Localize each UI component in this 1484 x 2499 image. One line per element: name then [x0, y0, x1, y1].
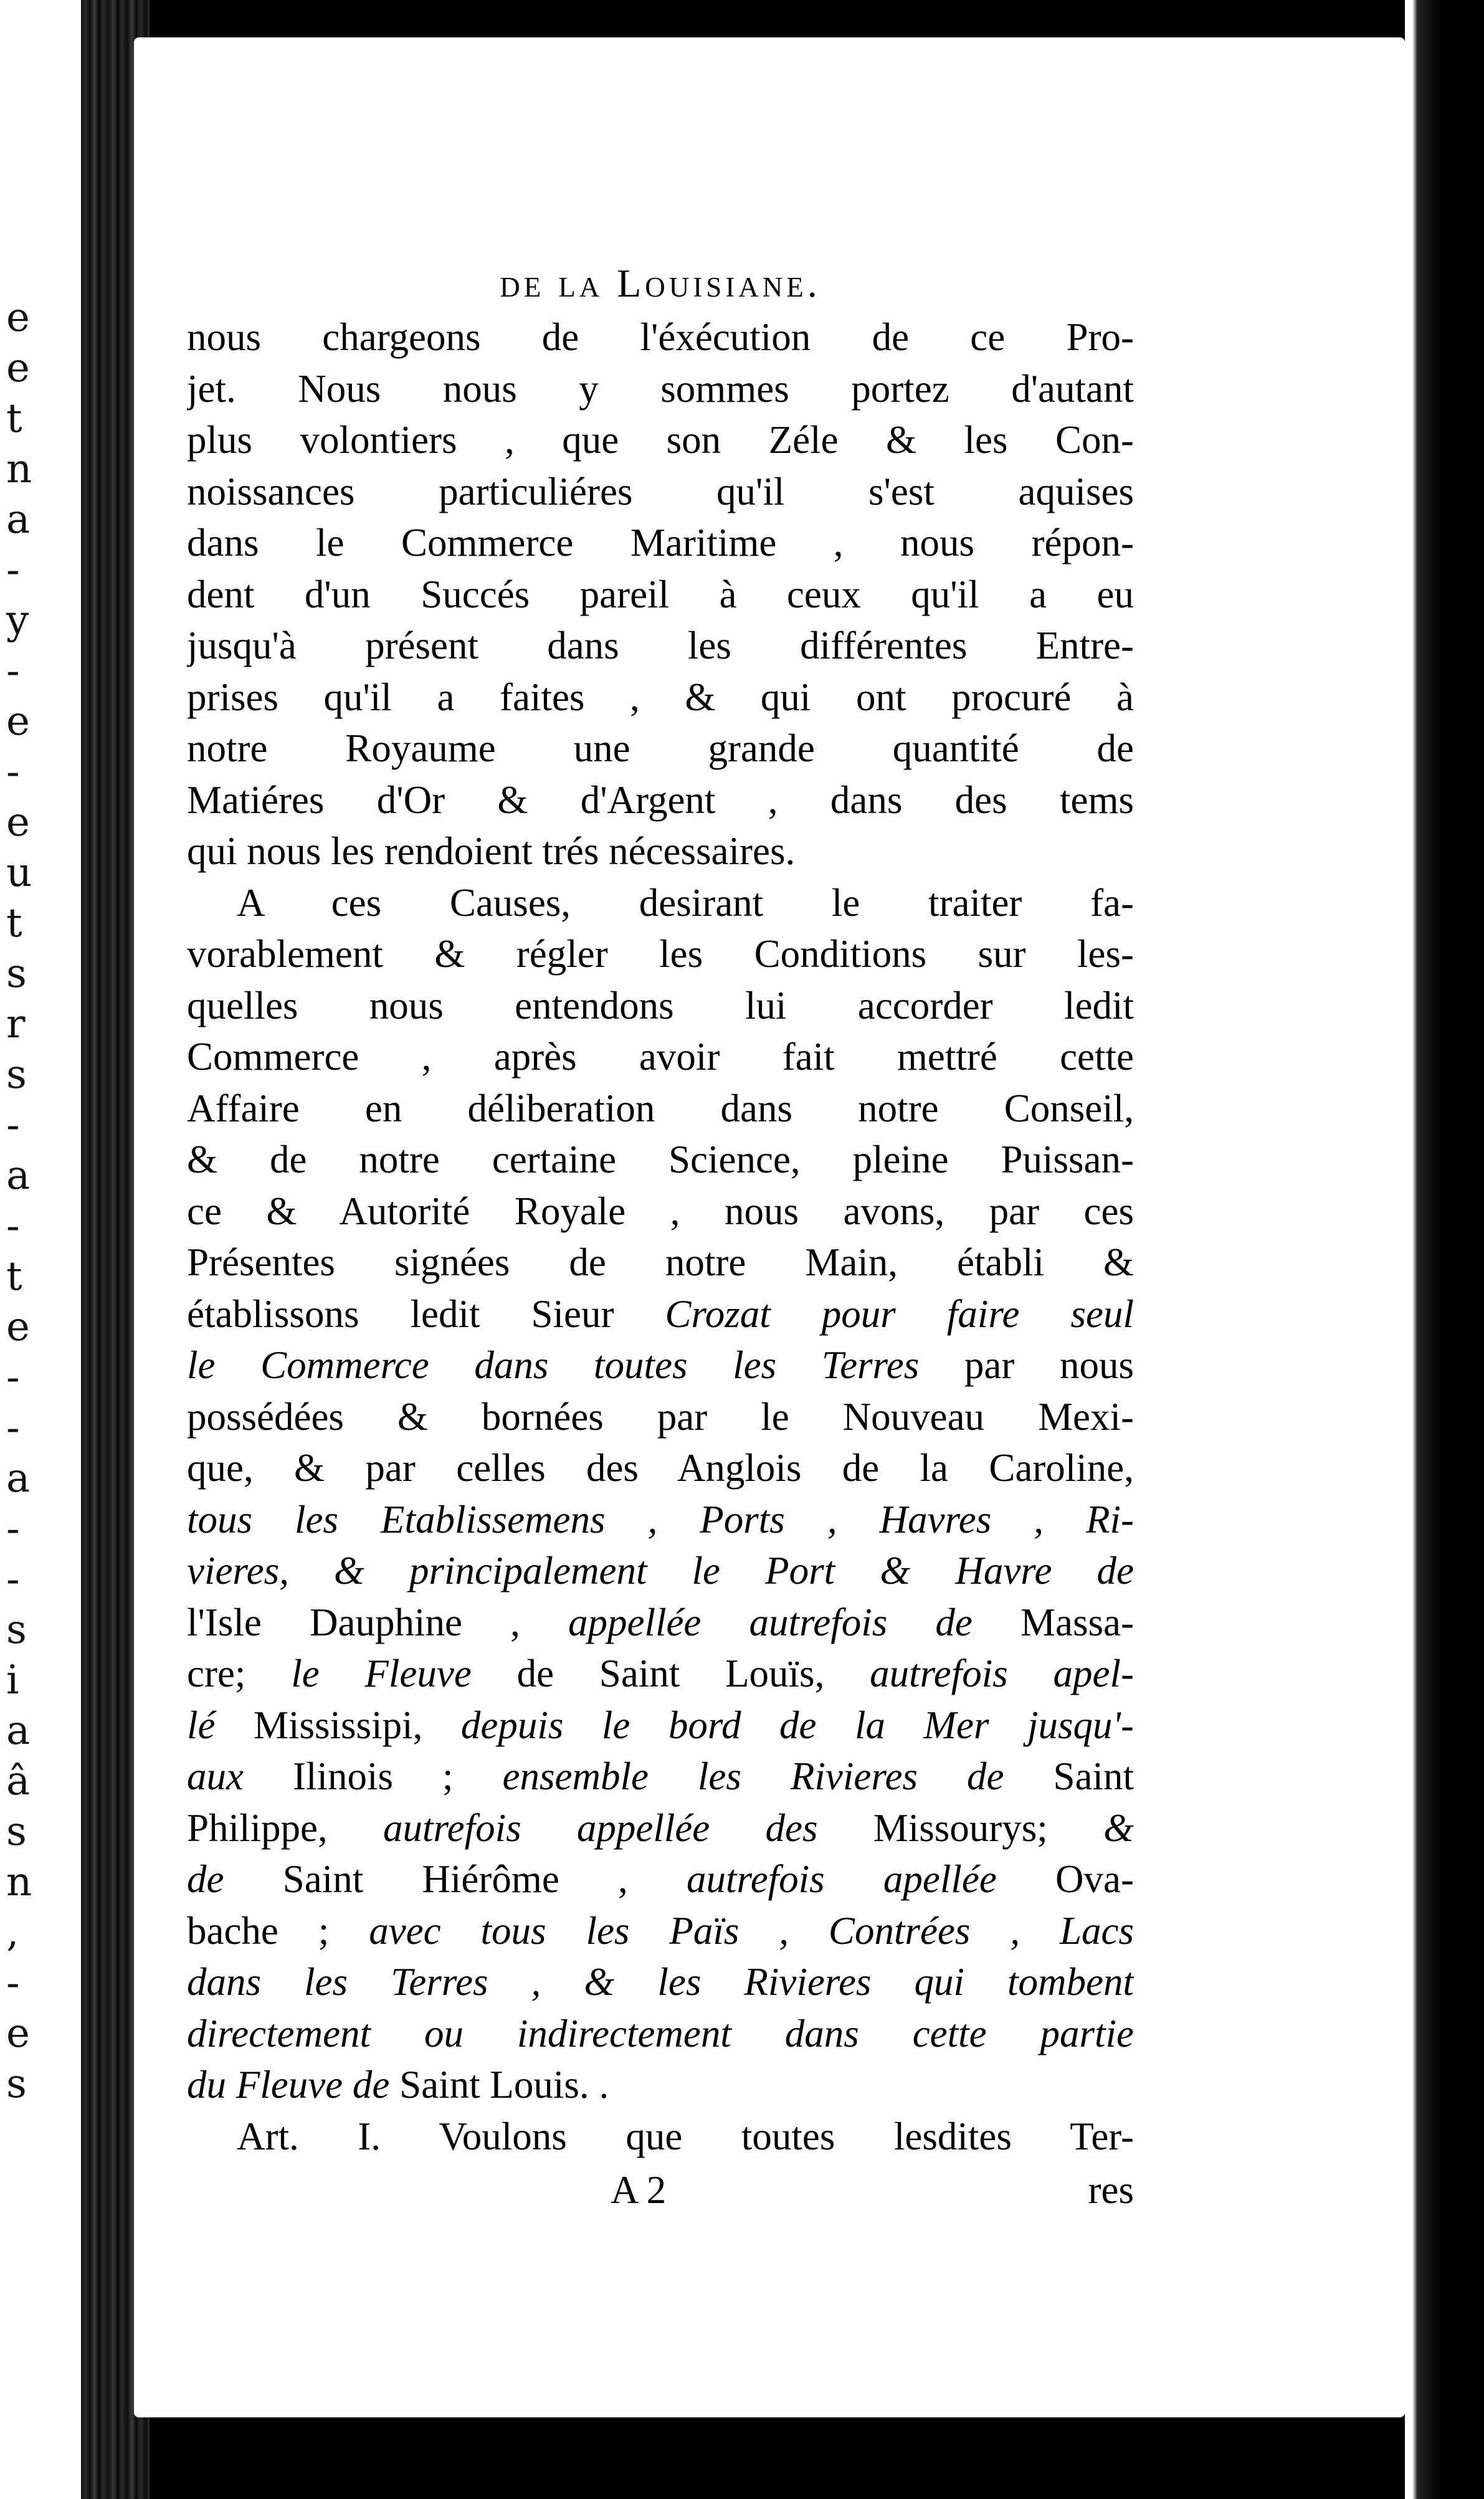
- facing-page-letter: t: [6, 900, 22, 946]
- text-line: [187, 723, 1134, 774]
- text-segment: Ilinois ;: [243, 1754, 503, 1798]
- facing-page-letter: -: [6, 1556, 20, 1602]
- text-segment: plus volontiers , que son Zéle & les Con-: [187, 418, 1134, 462]
- text-line: [187, 1391, 1134, 1443]
- text-line: [187, 774, 1134, 826]
- text-segment: tous les Etablissemens , Ports , Havres , Ri-: [187, 1497, 1134, 1541]
- text-segment: qui nous les rendoient trés nécessaires.: [187, 829, 796, 873]
- facing-page-letter: s: [6, 1607, 27, 1653]
- facing-page-letter: -: [6, 1203, 20, 1249]
- facing-page-letter: -: [6, 1506, 20, 1552]
- text-segment: notre Royaume une grande quantité de: [187, 726, 1134, 770]
- facing-page-letter: -: [6, 547, 20, 593]
- text-line: [187, 1186, 1134, 1237]
- text-segment: Saint Hiérôme ,: [224, 1857, 687, 1901]
- text-segment: Affaire en déliberation dans notre Conseil,: [187, 1086, 1134, 1130]
- text-line: [187, 1648, 1134, 1700]
- facing-page-letter: r: [6, 1001, 26, 1047]
- text-segment: Philippe,: [187, 1806, 383, 1850]
- running-head: de la Louisiane.: [500, 261, 821, 305]
- text-segment: noissances particuliéres qu'il s'est aquises: [187, 469, 1134, 513]
- text-segment: Massa-: [972, 1600, 1134, 1644]
- text-segment: nous chargeons de l'éxécution de ce Pro-: [187, 315, 1134, 359]
- text-line: [187, 672, 1134, 723]
- text-segment: de: [187, 1857, 224, 1901]
- text-line: [187, 2008, 1134, 2060]
- text-segment: &: [1103, 1806, 1134, 1850]
- text-line: [187, 1956, 1134, 2008]
- facing-page-letter: -: [6, 1102, 20, 1148]
- text-segment: dent d'un Succés pareil à ceux qu'il a eu: [187, 572, 1134, 616]
- facing-page-letter: a: [6, 1153, 31, 1199]
- text-segment: par nous: [919, 1343, 1134, 1387]
- facing-page-letters: [0, 293, 81, 2110]
- text-segment: Missourys;: [817, 1806, 1103, 1850]
- text-line: [187, 517, 1134, 569]
- text-line: [187, 1700, 1134, 1751]
- text-line: [187, 1237, 1134, 1288]
- facing-page-letter: t: [6, 396, 22, 442]
- text-line: [187, 928, 1134, 980]
- text-segment: le Fleuve: [291, 1652, 472, 1695]
- text-line: [187, 466, 1134, 518]
- facing-page-letter: u: [6, 850, 32, 896]
- facing-page-letter: y: [6, 597, 29, 644]
- text-segment: Crozat pour faire seul: [665, 1292, 1134, 1336]
- facing-page-letter: e: [6, 799, 30, 845]
- facing-page-letter: e: [6, 345, 30, 391]
- facing-page-letter: n: [6, 446, 32, 492]
- text-segment: ensemble les Rivieres de: [502, 1754, 1004, 1798]
- text-line: [187, 363, 1134, 415]
- facing-page-letter: e: [6, 1304, 30, 1350]
- text-line: [187, 1340, 1134, 1391]
- facing-page-letter: -: [6, 648, 20, 694]
- facing-page-letter: a: [6, 497, 31, 543]
- text-line: [187, 1134, 1134, 1186]
- text-segment: depuis le bord de la Mer jusqu'-: [460, 1703, 1134, 1747]
- text-line: [187, 1854, 1134, 1905]
- text-line: [187, 1288, 1134, 1340]
- catchword: res: [1088, 2168, 1134, 2212]
- text-line: [187, 569, 1134, 621]
- text-segment: avec tous les Païs , Contrées , Lacs: [369, 1908, 1134, 1953]
- facing-page-letter: e: [6, 698, 30, 745]
- text-segment: du Fleuve de: [187, 2063, 390, 2106]
- text-line: [187, 1442, 1134, 1494]
- text-line: [187, 414, 1134, 466]
- facing-page-letter: -: [6, 1354, 20, 1401]
- text-segment: autrefois appellée des: [383, 1806, 818, 1850]
- text-segment: & de notre certaine Science, pleine Puissan-: [187, 1138, 1134, 1181]
- facing-page-letter: i: [6, 1657, 19, 1703]
- facing-page-letter: s: [6, 2061, 27, 2107]
- facing-page-letter: s: [6, 951, 27, 997]
- text-segment: bache ;: [187, 1908, 369, 1953]
- text-segment: l'Isle Dauphine ,: [187, 1600, 568, 1644]
- facing-page-fragment: [0, 0, 81, 2499]
- facing-page-letter: t: [6, 1254, 22, 1300]
- text-segment: Commerce , après avoir fait mettré cette: [187, 1035, 1134, 1078]
- text-line: [187, 2111, 1134, 2163]
- facing-page-letter: a: [6, 1708, 31, 1754]
- text-segment: Présentes signées de notre Main, établi &: [187, 1240, 1134, 1284]
- facing-page-letter: e: [6, 2011, 30, 2057]
- text-line: [187, 980, 1134, 1032]
- text-segment: lé: [187, 1703, 216, 1747]
- text-segment: dans le Commerce Maritime , nous répon-: [187, 521, 1134, 564]
- text-segment: Mississipi,: [215, 1703, 461, 1747]
- facing-page-letter: s: [6, 1052, 27, 1098]
- text-line: [187, 877, 1134, 929]
- text-segment: A ces Causes, desirant le traiter fa-: [237, 880, 1134, 925]
- text-segment: autrefois apellée: [687, 1857, 997, 1901]
- text-line: [187, 2059, 1134, 2111]
- facing-page-letter: â: [6, 1758, 31, 1804]
- facing-page-letter: -: [6, 749, 20, 795]
- text-segment: Ova-: [996, 1857, 1134, 1901]
- text-segment: jusqu'à présent dans les différentes Entre-: [187, 624, 1134, 667]
- text-line: [187, 1083, 1134, 1135]
- body-text: [187, 312, 1134, 2162]
- signature-mark: A 2: [611, 2168, 667, 2212]
- text-segment: possédées & bornées par le Nouveau Mexi-: [187, 1394, 1134, 1439]
- text-segment: directement ou indirectement dans cette partie: [187, 2011, 1134, 2055]
- text-line: [187, 1494, 1134, 1546]
- text-segment: aux: [187, 1754, 244, 1798]
- text-segment: établissons ledit Sieur: [187, 1292, 665, 1336]
- text-line: [187, 1597, 1134, 1649]
- text-segment: prises qu'il a faites , & qui ont procuré à: [187, 675, 1134, 719]
- text-segment: le Commerce dans toutes les Terres: [187, 1343, 920, 1387]
- text-line: [187, 1802, 1134, 1854]
- text-line: [187, 1751, 1134, 1802]
- text-segment: Art. I. Voulons que toutes lesdites Ter-: [237, 2114, 1134, 2158]
- text-segment: vorablement & régler les Conditions sur les-: [187, 932, 1134, 976]
- text-line: [187, 1905, 1134, 1957]
- facing-page-letter: a: [6, 1455, 31, 1502]
- text-segment: autrefois apel-: [870, 1652, 1134, 1695]
- page-edge-shadow: [1405, 0, 1484, 2499]
- text-line: [187, 1031, 1134, 1083]
- facing-page-letter: ,: [6, 1910, 19, 1956]
- text-segment: que, & par celles des Anglois de la Caroline,: [187, 1446, 1134, 1490]
- text-line: [187, 1545, 1134, 1597]
- text-segment: cre;: [187, 1652, 292, 1695]
- text-segment: jet. Nous nous y sommes portez d'autant: [187, 366, 1134, 411]
- text-segment: Saint: [1004, 1754, 1134, 1798]
- text-segment: de Saint Louïs,: [471, 1652, 870, 1695]
- text-segment: ce & Autorité Royale , nous avons, par ces: [187, 1189, 1134, 1233]
- text-segment: vieres, & principalement le Port & Havre de: [187, 1549, 1134, 1592]
- text-segment: dans les Terres , & les Rivieres qui tombent: [187, 1960, 1134, 2004]
- text-segment: quelles nous entendons lui accorder ledit: [187, 983, 1134, 1027]
- facing-page-letter: n: [6, 1859, 32, 1905]
- text-line: [187, 620, 1134, 672]
- text-segment: Saint Louis. .: [389, 2063, 609, 2106]
- page-text: [187, 255, 1134, 2218]
- page-footer: [187, 2162, 1134, 2218]
- facing-page-letter: s: [6, 1809, 27, 1855]
- facing-page-letter: -: [6, 1960, 20, 2006]
- text-segment: appellée autrefois de: [568, 1600, 973, 1644]
- facing-page-letter: -: [6, 1405, 20, 1451]
- text-line: [187, 826, 1134, 877]
- text-line: [187, 312, 1134, 363]
- facing-page-letter: e: [6, 295, 30, 341]
- text-segment: Matiéres d'Or & d'Argent , dans des tems: [187, 778, 1134, 822]
